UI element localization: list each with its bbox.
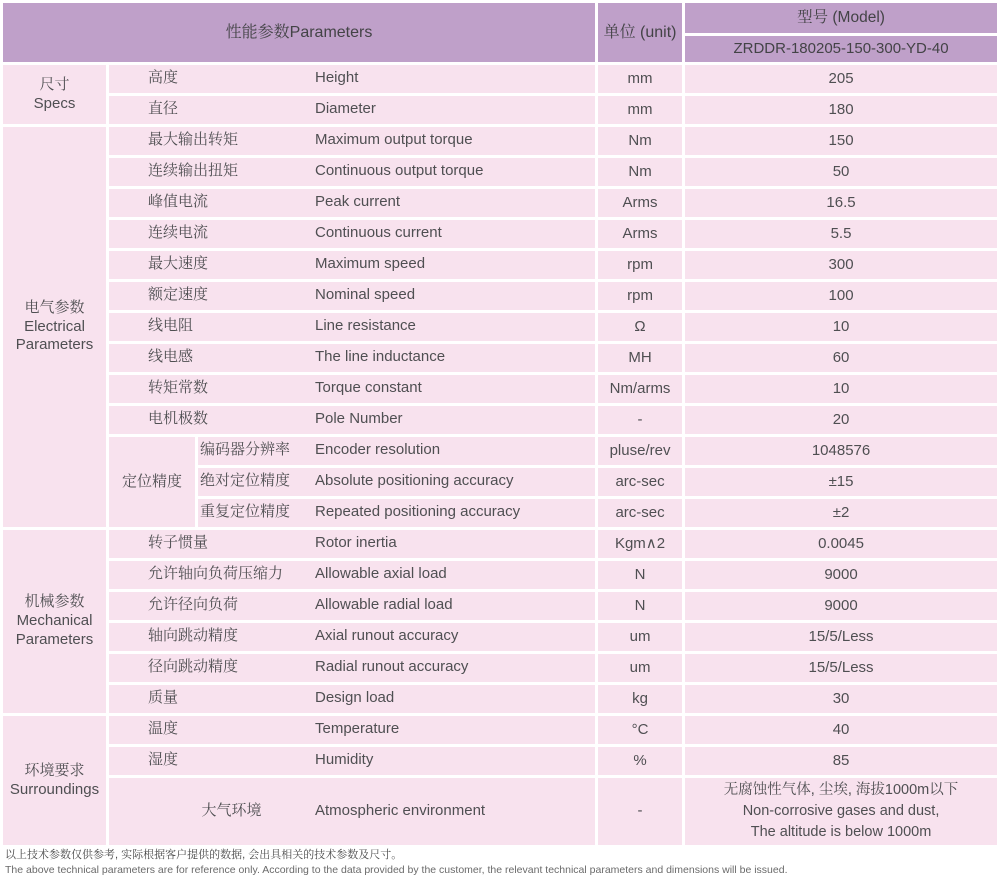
table-row [3, 189, 997, 217]
group-mechanical [3, 530, 106, 713]
param-name-en: Continuous current [315, 224, 442, 242]
unit-cell: rpm [598, 282, 682, 310]
value-cell: 300 [685, 251, 997, 279]
param-name-en: Humidity [315, 751, 374, 769]
value-cell: 30 [685, 685, 997, 713]
value-line: The altitude is below 1000m [750, 824, 932, 840]
param-cell [109, 220, 595, 248]
table-row [3, 778, 997, 845]
param-name-cn: 大气环境 [201, 801, 262, 819]
param-name-en: Diameter [315, 100, 376, 118]
param-name-cn: 电机极数 [148, 410, 209, 428]
param-name-en: Continuous output torque [315, 162, 484, 180]
param-name-cn: 连续输出扭矩 [148, 162, 239, 180]
table-row [3, 716, 997, 744]
value-cell: 1048576 [685, 437, 997, 465]
value-cell: 85 [685, 747, 997, 775]
group-specs [3, 65, 106, 124]
unit-cell: N [598, 561, 682, 589]
param-name-cn: 轴向跳动精度 [148, 627, 239, 645]
footnote-en: The above technical parameters are for reference only. According to the data provided by the customer, the relevant technical parameters and dimensions will be issued. [5, 864, 788, 877]
param-name-cn: 质量 [148, 689, 179, 707]
param-cell [109, 127, 595, 155]
param-cell [109, 313, 595, 341]
subgroup-positioning-accuracy: 定位精度 [109, 437, 195, 527]
unit-cell: mm [598, 65, 682, 93]
value-cell: ±15 [685, 468, 997, 496]
unit-cell: Arms [598, 189, 682, 217]
param-name-cn: 连续电流 [148, 224, 209, 242]
param-name-cn: 允许轴向负荷压缩力 [148, 565, 284, 583]
param-name-cn: 绝对定位精度 [200, 472, 291, 490]
value-cell: 60 [685, 344, 997, 372]
param-name-en: Axial runout accuracy [315, 627, 459, 645]
unit-cell: °C [598, 716, 682, 744]
value-cell: 150 [685, 127, 997, 155]
unit-cell: Kgm∧2 [598, 530, 682, 558]
unit-cell: rpm [598, 251, 682, 279]
param-name-cn: 直径 [148, 100, 179, 118]
unit-cell: um [598, 654, 682, 682]
param-name-en: Absolute positioning accuracy [315, 472, 514, 490]
unit-cell: pluse/rev [598, 437, 682, 465]
param-name-cn: 高度 [148, 69, 179, 87]
value-cell: 5.5 [685, 220, 997, 248]
value-cell: 9000 [685, 561, 997, 589]
table-row [3, 437, 997, 465]
param-name-cn: 温度 [148, 720, 179, 738]
param-cell [109, 654, 595, 682]
group-label-cn: 环境要求 [24, 761, 85, 779]
param-cell [109, 623, 595, 651]
unit-cell: mm [598, 96, 682, 124]
unit-cell: Nm [598, 127, 682, 155]
table-row [3, 158, 997, 186]
group-surroundings [3, 716, 106, 845]
value-cell [685, 778, 997, 845]
value-cell: 205 [685, 65, 997, 93]
value-cell: 9000 [685, 592, 997, 620]
value-cell: 0.0045 [685, 530, 997, 558]
param-cell [109, 406, 595, 434]
param-name-en: Pole Number [315, 410, 403, 428]
footnotes [5, 848, 995, 878]
model-header: 型号 (Model) [685, 3, 997, 33]
value-cell: 10 [685, 375, 997, 403]
unit-cell: - [598, 406, 682, 434]
table-row [3, 220, 997, 248]
param-cell [109, 530, 595, 558]
table-row [3, 623, 997, 651]
group-label-cn: 电气参数 [24, 298, 85, 316]
unit-cell: - [598, 778, 682, 845]
group-label-cn: 机械参数 [24, 593, 85, 611]
table-row [3, 747, 997, 775]
param-name-cn: 编码器分辨率 [200, 441, 291, 459]
param-cell [109, 282, 595, 310]
value-cell: 180 [685, 96, 997, 124]
value-line: 无腐蚀性气体, 尘埃, 海拔1000m以下 [723, 781, 959, 798]
table-row [3, 654, 997, 682]
table-row [3, 530, 997, 558]
param-cell [109, 189, 595, 217]
param-name-cn: 转矩常数 [148, 379, 209, 397]
param-cell [109, 344, 595, 372]
table-row [3, 96, 997, 124]
param-name-cn: 峰值电流 [148, 193, 209, 211]
value-cell: 16.5 [685, 189, 997, 217]
param-name-en: Design load [315, 689, 395, 707]
param-name-en: Allowable axial load [315, 565, 447, 583]
table-row [3, 561, 997, 589]
value-cell: 15/5/Less [685, 654, 997, 682]
param-cell [109, 561, 595, 589]
unit-cell: arc-sec [598, 468, 682, 496]
parameters-header: 性能参数Parameters [3, 3, 595, 62]
unit-cell: arc-sec [598, 499, 682, 527]
unit-cell: kg [598, 685, 682, 713]
table-row [3, 344, 997, 372]
param-name-en: Maximum output torque [315, 131, 473, 149]
table-row [3, 282, 997, 310]
param-cell [109, 778, 595, 845]
param-name-cn: 转子惯量 [148, 534, 209, 552]
group-label-en: Electrical Parameters [15, 317, 94, 354]
param-name-cn: 湿度 [148, 751, 179, 769]
param-name-cn: 额定速度 [148, 286, 209, 304]
table-row [3, 375, 997, 403]
param-name-cn: 重复定位精度 [200, 503, 291, 521]
param-name-en: Temperature [315, 720, 400, 738]
param-name-cn: 径向跳动精度 [148, 658, 239, 676]
param-name-en: Atmospheric environment [315, 801, 486, 819]
value-cell: 10 [685, 313, 997, 341]
param-cell [109, 375, 595, 403]
table-row [3, 127, 997, 155]
param-name-cn: 线电阻 [148, 317, 194, 335]
unit-cell: Ω [598, 313, 682, 341]
param-name-en: Rotor inertia [315, 534, 397, 552]
param-cell [109, 158, 595, 186]
param-name-en: Encoder resolution [315, 441, 441, 459]
param-cell [109, 716, 595, 744]
table-row [3, 406, 997, 434]
param-cell [109, 65, 595, 93]
param-name-cn: 最大输出转矩 [148, 131, 239, 149]
param-cell [198, 437, 595, 465]
param-name-cn: 允许径向负荷 [148, 596, 239, 614]
table-row [3, 251, 997, 279]
group-label-en: Surroundings [9, 780, 100, 798]
param-cell [109, 747, 595, 775]
unit-cell: Nm [598, 158, 682, 186]
group-label-en: Mechanical Parameters [15, 612, 94, 648]
table-row [3, 685, 997, 713]
value-cell: 40 [685, 716, 997, 744]
param-name-cn: 线电感 [148, 348, 194, 366]
unit-cell: MH [598, 344, 682, 372]
unit-cell: Arms [598, 220, 682, 248]
param-name-cn: 最大速度 [148, 255, 209, 273]
value-cell: 15/5/Less [685, 623, 997, 651]
param-name-en: Repeated positioning accuracy [315, 503, 521, 521]
value-cell: 50 [685, 158, 997, 186]
group-label-en: Specs [33, 94, 76, 112]
table-row [3, 65, 997, 93]
unit-cell: um [598, 623, 682, 651]
footnote-cn: 以上技术参数仅供参考, 实际根据客户提供的数据, 会出具相关的技术参数及尺寸。 [5, 849, 403, 861]
param-name-en: Peak current [315, 193, 401, 211]
header-row-1 [3, 3, 997, 33]
table-row [3, 313, 997, 341]
param-name-en: The line inductance [315, 348, 446, 366]
unit-header: 单位 (unit) [598, 3, 682, 62]
value-cell: 100 [685, 282, 997, 310]
unit-cell: Nm/arms [598, 375, 682, 403]
unit-cell: N [598, 592, 682, 620]
param-name-en: Nominal speed [315, 286, 416, 304]
group-electrical [3, 127, 106, 527]
table-row [3, 592, 997, 620]
param-cell [109, 96, 595, 124]
param-name-en: Height [315, 69, 359, 87]
value-cell: ±2 [685, 499, 997, 527]
param-cell [109, 685, 595, 713]
model-number: ZRDDR-180205-150-300-YD-40 [685, 36, 997, 62]
value-cell: 20 [685, 406, 997, 434]
value-line: Non-corrosive gases and dust, [742, 802, 940, 819]
param-name-en: Line resistance [315, 317, 416, 335]
param-cell [198, 468, 595, 496]
param-name-en: Maximum speed [315, 255, 426, 273]
param-cell [109, 251, 595, 279]
group-label-cn: 尺寸 [39, 75, 70, 93]
param-name-en: Allowable radial load [315, 596, 453, 614]
param-name-en: Radial runout accuracy [315, 658, 469, 676]
param-name-en: Torque constant [315, 379, 422, 397]
param-cell [109, 592, 595, 620]
param-cell [198, 499, 595, 527]
unit-cell: % [598, 747, 682, 775]
